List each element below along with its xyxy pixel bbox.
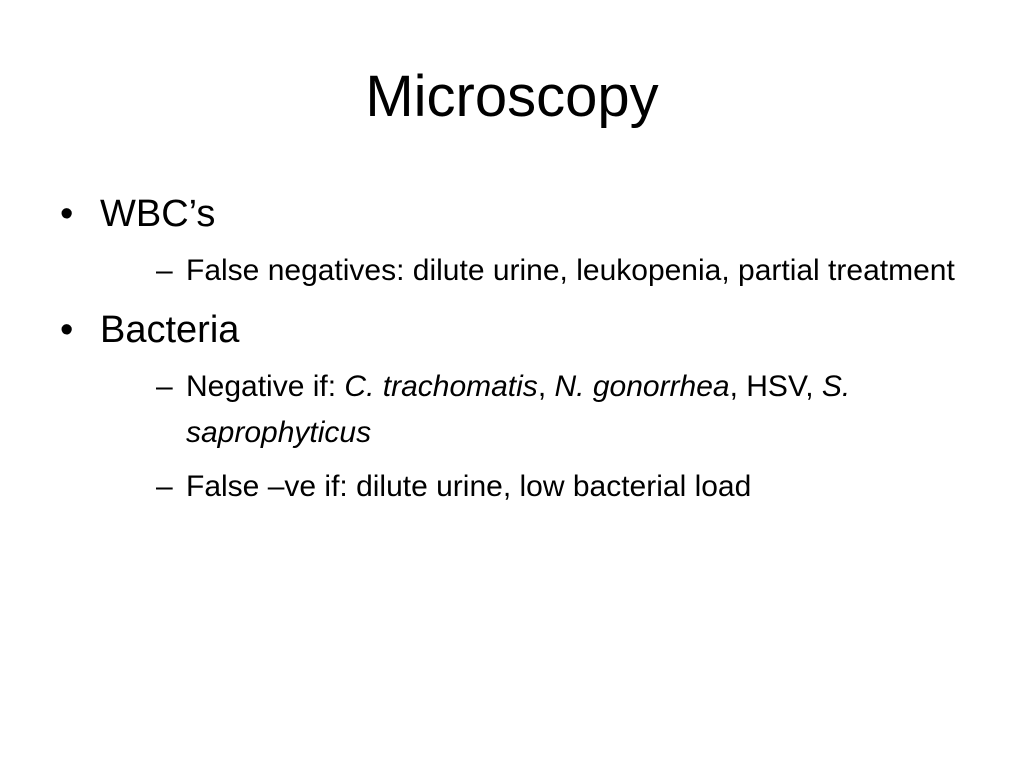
dash-icon: – — [156, 254, 173, 287]
slide-title: Microscopy — [365, 64, 659, 129]
sub-bullet-list — [100, 364, 960, 510]
bullet-label: Bacteria — [100, 309, 240, 351]
sub-bullet-text: False negatives: dilute urine, leukopenia, partial treatment — [186, 254, 955, 287]
sub-bullet-item — [100, 364, 960, 456]
sub-bullet-list — [100, 248, 960, 294]
organism-name: S. saprophyticus — [186, 370, 851, 449]
sub-bullet-item — [100, 464, 960, 510]
bullet-icon: • — [60, 193, 74, 235]
dash-icon: – — [156, 470, 173, 503]
bullet-item-bacteria — [60, 306, 960, 510]
dash-icon: – — [156, 370, 173, 403]
separator: , — [537, 370, 555, 403]
organism-name: C. trachomatis — [344, 370, 538, 403]
organism-name: N. gonorrhea — [554, 370, 730, 403]
separator: , HSV, — [729, 370, 822, 403]
bullet-icon: • — [60, 309, 74, 351]
sub-bullet-item — [100, 248, 960, 294]
sub-bullet-text: False –ve if: dilute urine, low bacterial load — [186, 470, 752, 503]
bullet-item-wbcs — [60, 190, 960, 294]
sub-bullet-prefix: Negative if: — [186, 370, 345, 403]
bullet-label: WBC’s — [100, 193, 216, 235]
bullet-list — [60, 190, 960, 522]
